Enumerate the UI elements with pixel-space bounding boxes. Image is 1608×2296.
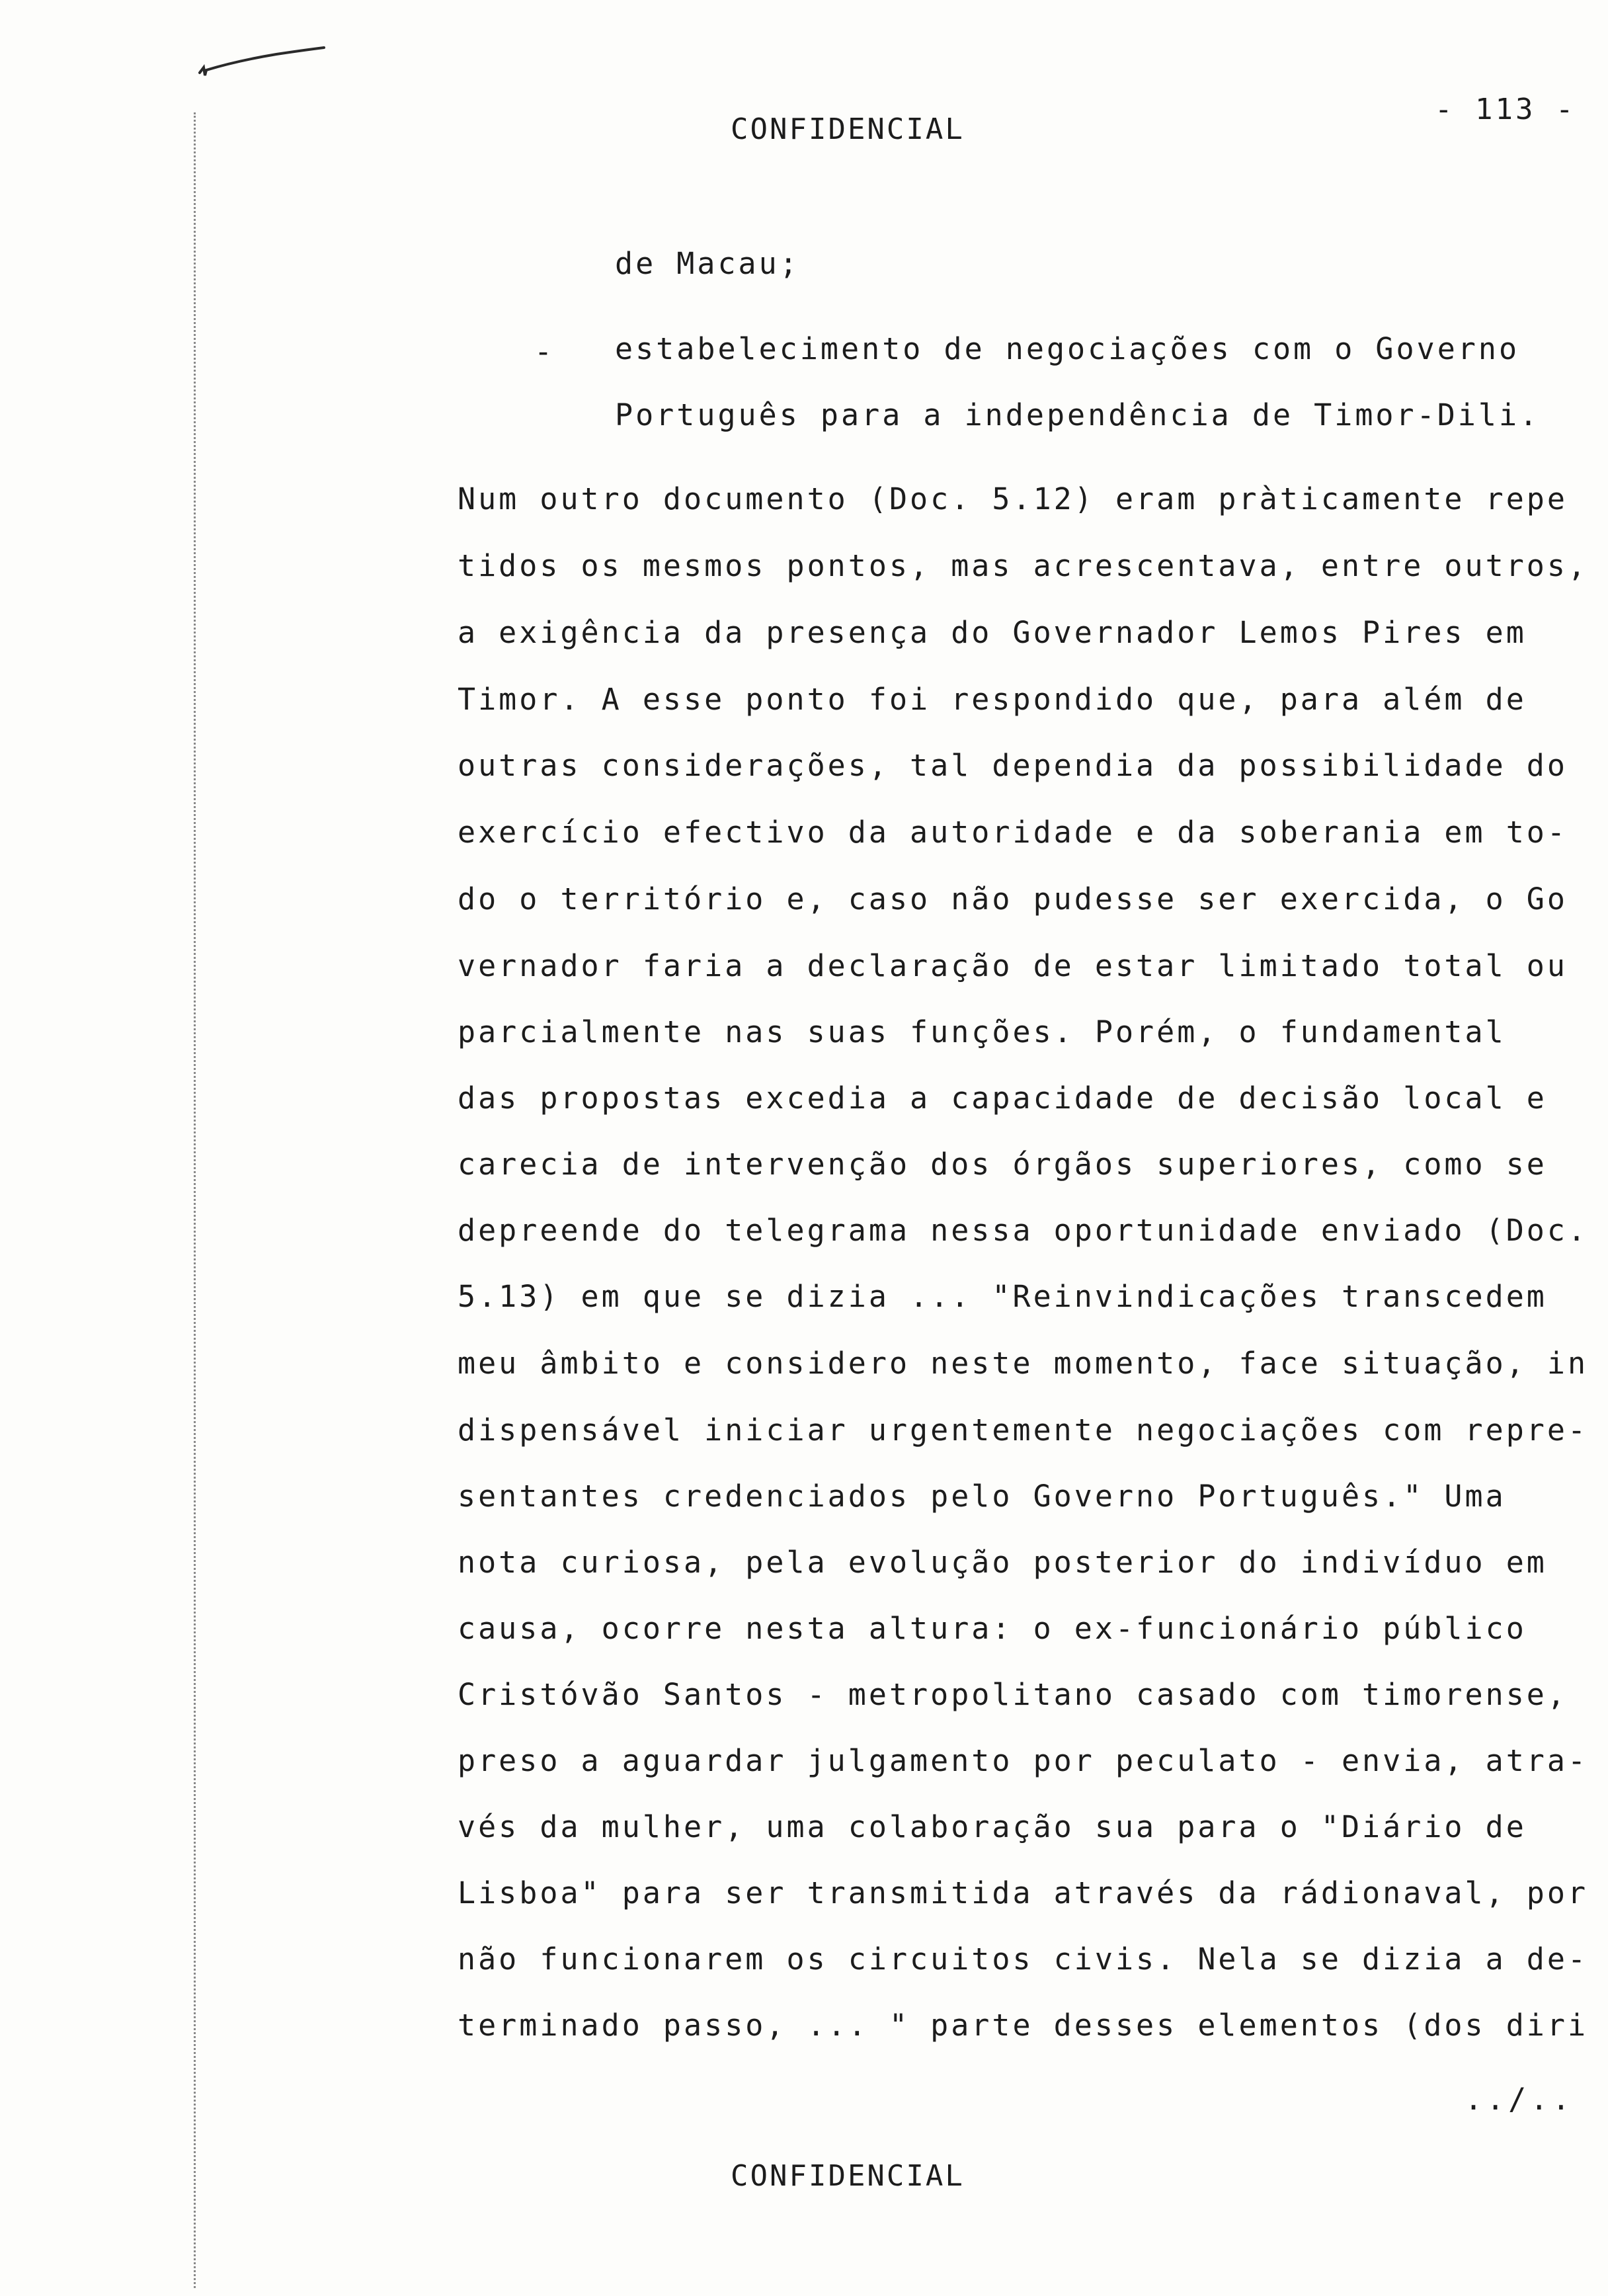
list-bullet-dash: - bbox=[534, 334, 553, 369]
body-line: nota curiosa, pela evolução posterior do indivíduo em bbox=[458, 1545, 1547, 1580]
body-line: Num outro documento (Doc. 5.12) eram pràticamente repe bbox=[458, 481, 1568, 516]
list-item-continuation: de Macau; bbox=[615, 246, 800, 281]
body-line: dispensável iniciar urgentemente negociações com repre- bbox=[458, 1413, 1589, 1448]
body-line: preso a aguardar julgamento por peculato - envia, atra- bbox=[458, 1743, 1589, 1778]
page-number: - 113 - bbox=[1435, 93, 1576, 126]
body-line: Cristóvão Santos - metropolitano casado com timorense, bbox=[458, 1677, 1568, 1712]
body-line: parcialmente nas suas funções. Porém, o fundamental bbox=[458, 1014, 1506, 1049]
body-line: tidos os mesmos pontos, mas acrescentava, entre outros, bbox=[458, 548, 1589, 583]
body-line: do o território e, caso não pudesse ser exercida, o Go bbox=[458, 882, 1568, 917]
body-line: das propostas excedia a capacidade de decisão local e bbox=[458, 1081, 1547, 1116]
pen-stroke-mark bbox=[197, 38, 329, 78]
body-line: causa, ocorre nesta altura: o ex-funcionário público bbox=[458, 1611, 1527, 1646]
body-line: a exigência da presença do Governador Lemos Pires em bbox=[458, 615, 1527, 650]
body-line: sentantes credenciados pelo Governo Português." Uma bbox=[458, 1479, 1506, 1514]
list-item-text: Português para a independência de Timor-Dili. bbox=[615, 397, 1541, 432]
continuation-marker: ../.. bbox=[1465, 2082, 1574, 2117]
header-confidential-label: CONFIDENCIAL bbox=[731, 112, 965, 146]
body-line: vés da mulher, uma colaboração sua para o "Diário de bbox=[458, 1809, 1527, 1844]
body-line: meu âmbito e considero neste momento, face situação, in bbox=[458, 1346, 1589, 1381]
body-line: exercício efectivo da autoridade e da soberania em to- bbox=[458, 815, 1568, 850]
list-item-text: estabelecimento de negociações com o Governo bbox=[615, 331, 1520, 366]
body-line: terminado passo, ... " parte desses elementos (dos diri bbox=[458, 2008, 1589, 2043]
body-line: depreende do telegrama nessa oportunidade enviado (Doc. bbox=[458, 1213, 1589, 1248]
body-line: Lisboa" para ser transmitida através da rádionaval, por bbox=[458, 1875, 1589, 1910]
body-line: 5.13) em que se dizia ... "Reinvindicações transcedem bbox=[458, 1279, 1547, 1314]
footer-confidential-label: CONFIDENCIAL bbox=[731, 2159, 965, 2193]
body-line: outras considerações, tal dependia da possibilidade do bbox=[458, 748, 1568, 783]
body-line: vernador faria a declaração de estar limitado total ou bbox=[458, 948, 1568, 983]
body-line: não funcionarem os circuitos civis. Nela se dizia a de- bbox=[458, 1942, 1589, 1977]
binding-margin-line bbox=[194, 112, 196, 2288]
body-line: carecia de intervenção dos órgãos superiores, como se bbox=[458, 1147, 1547, 1182]
body-line: Timor. A esse ponto foi respondido que, para além de bbox=[458, 682, 1527, 717]
